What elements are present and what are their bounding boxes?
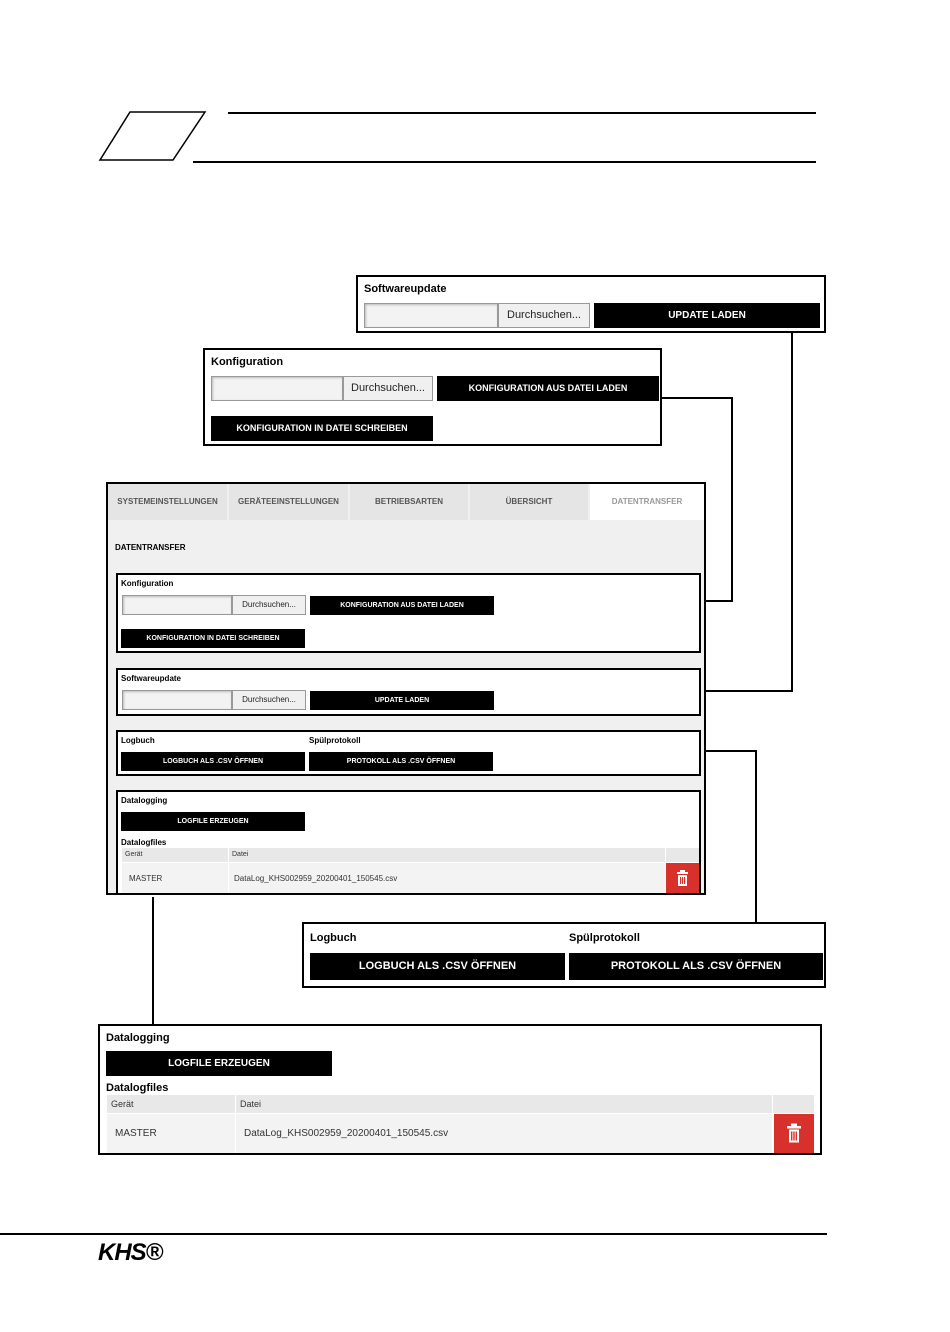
datalogging-create-button[interactable]: LOGFILE ERZEUGEN	[106, 1051, 332, 1076]
section-datalogging-title: Datalogging	[121, 796, 168, 805]
konfiguration-write-button[interactable]: KONFIGURATION IN DATEI SCHREIBEN	[211, 416, 433, 441]
spuelprotokoll-open-button[interactable]: PROTOKOLL ALS .CSV ÖFFNEN	[569, 953, 823, 980]
connector-datalogging-v	[152, 897, 154, 1024]
section-konfiguration-browse-button[interactable]: Durchsuchen...	[232, 595, 306, 615]
header-rule-top	[228, 112, 816, 114]
main-screen-cover	[108, 895, 704, 905]
spuelprotokoll-title: Spülprotokoll	[569, 932, 640, 944]
section-datalogging-create-button[interactable]: LOGFILE ERZEUGEN	[121, 812, 305, 831]
datalogging-title: Datalogging	[106, 1032, 170, 1044]
section-spuelprotokoll-open-button[interactable]: PROTOKOLL ALS .CSV ÖFFNEN	[309, 752, 493, 771]
tab-geraeteeinstellungen[interactable]: GERÄTEEINSTELLUNGEN	[229, 484, 348, 520]
table-header-action	[773, 1095, 814, 1113]
connector-logbuch-h	[706, 750, 757, 752]
section-konfiguration-write-button[interactable]: KONFIGURATION IN DATEI SCHREIBEN	[121, 629, 305, 648]
section-logbuch-open-button[interactable]: LOGBUCH ALS .CSV ÖFFNEN	[121, 752, 305, 771]
section-softwareupdate-browse-button[interactable]: Durchsuchen...	[232, 690, 306, 710]
section-konfiguration-load-button[interactable]: KONFIGURATION AUS DATEI LADEN	[310, 596, 494, 615]
tab-datentransfer[interactable]: DATENTRANSFER	[590, 484, 704, 520]
callout-logbuch	[302, 922, 826, 988]
callout-datalogging	[98, 1024, 822, 1155]
konfiguration-file-field[interactable]	[211, 376, 343, 401]
softwareupdate-browse-button[interactable]: Durchsuchen...	[498, 303, 590, 328]
trash-icon	[666, 863, 699, 894]
section-konfiguration-title: Konfiguration	[121, 579, 174, 588]
header-rule-bottom	[193, 161, 816, 163]
datalogfiles-title: Datalogfiles	[106, 1082, 169, 1094]
section-konfiguration	[116, 573, 701, 653]
connector-konfiguration-h2	[706, 600, 733, 602]
tab-systemeinstellungen[interactable]: SYSTEMEINSTELLUNGEN	[108, 484, 227, 520]
table-header-geraet: Gerät	[107, 1095, 235, 1113]
connector-softwareupdate-h	[706, 690, 793, 692]
logbuch-open-button[interactable]: LOGBUCH ALS .CSV ÖFFNEN	[310, 953, 565, 980]
konfiguration-title: Konfiguration	[211, 356, 284, 368]
connector-softwareupdate-v	[791, 333, 793, 692]
parallelogram-icon	[98, 110, 208, 162]
softwareupdate-update-button[interactable]: UPDATE LADEN	[594, 303, 820, 328]
section-table-header-datei: Datei	[229, 848, 665, 862]
section-table-header-action	[666, 848, 699, 862]
section-konfiguration-file-field[interactable]	[122, 595, 232, 615]
page-heading: DATENTRANSFER	[115, 543, 186, 552]
trash-icon	[774, 1114, 814, 1153]
section-table-cell-datei: DataLog_KHS002959_20200401_150545.csv	[229, 863, 665, 894]
section-table-delete-button[interactable]	[666, 863, 699, 894]
table-delete-button[interactable]	[774, 1114, 814, 1153]
section-table-cell-geraet: MASTER	[122, 863, 228, 894]
section-softwareupdate	[116, 668, 701, 716]
section-logbuch	[116, 730, 701, 776]
softwareupdate-file-field[interactable]	[364, 303, 498, 328]
section-softwareupdate-title: Softwareupdate	[121, 674, 182, 683]
connector-konfiguration-h1	[662, 397, 733, 399]
section-table-header-geraet: Gerät	[122, 848, 228, 862]
konfiguration-browse-button[interactable]: Durchsuchen...	[343, 376, 433, 401]
softwareupdate-title: Softwareupdate	[364, 283, 447, 295]
section-spuelprotokoll-title: Spülprotokoll	[309, 736, 361, 745]
section-logbuch-title: Logbuch	[121, 736, 155, 745]
footer-rule	[0, 1233, 827, 1235]
connector-logbuch-v	[755, 750, 757, 922]
section-datalogfiles-title: Datalogfiles	[121, 838, 167, 847]
connector-konfiguration-v	[731, 397, 733, 602]
callout-softwareupdate	[356, 275, 826, 333]
table-header-datei: Datei	[236, 1095, 772, 1113]
tab-betriebsarten[interactable]: BETRIEBSARTEN	[350, 484, 468, 520]
logbuch-title: Logbuch	[310, 932, 357, 944]
khs-logo: KHS®	[98, 1239, 163, 1266]
tab-uebersicht[interactable]: ÜBERSICHT	[470, 484, 588, 520]
section-softwareupdate-update-button[interactable]: UPDATE LADEN	[310, 691, 494, 710]
table-cell-datei: DataLog_KHS002959_20200401_150545.csv	[236, 1114, 772, 1153]
konfiguration-load-button[interactable]: KONFIGURATION AUS DATEI LADEN	[437, 376, 659, 401]
section-datalogging	[116, 790, 701, 900]
section-softwareupdate-file-field[interactable]	[122, 690, 232, 710]
table-cell-geraet: MASTER	[107, 1114, 235, 1153]
callout-konfiguration	[203, 348, 662, 446]
